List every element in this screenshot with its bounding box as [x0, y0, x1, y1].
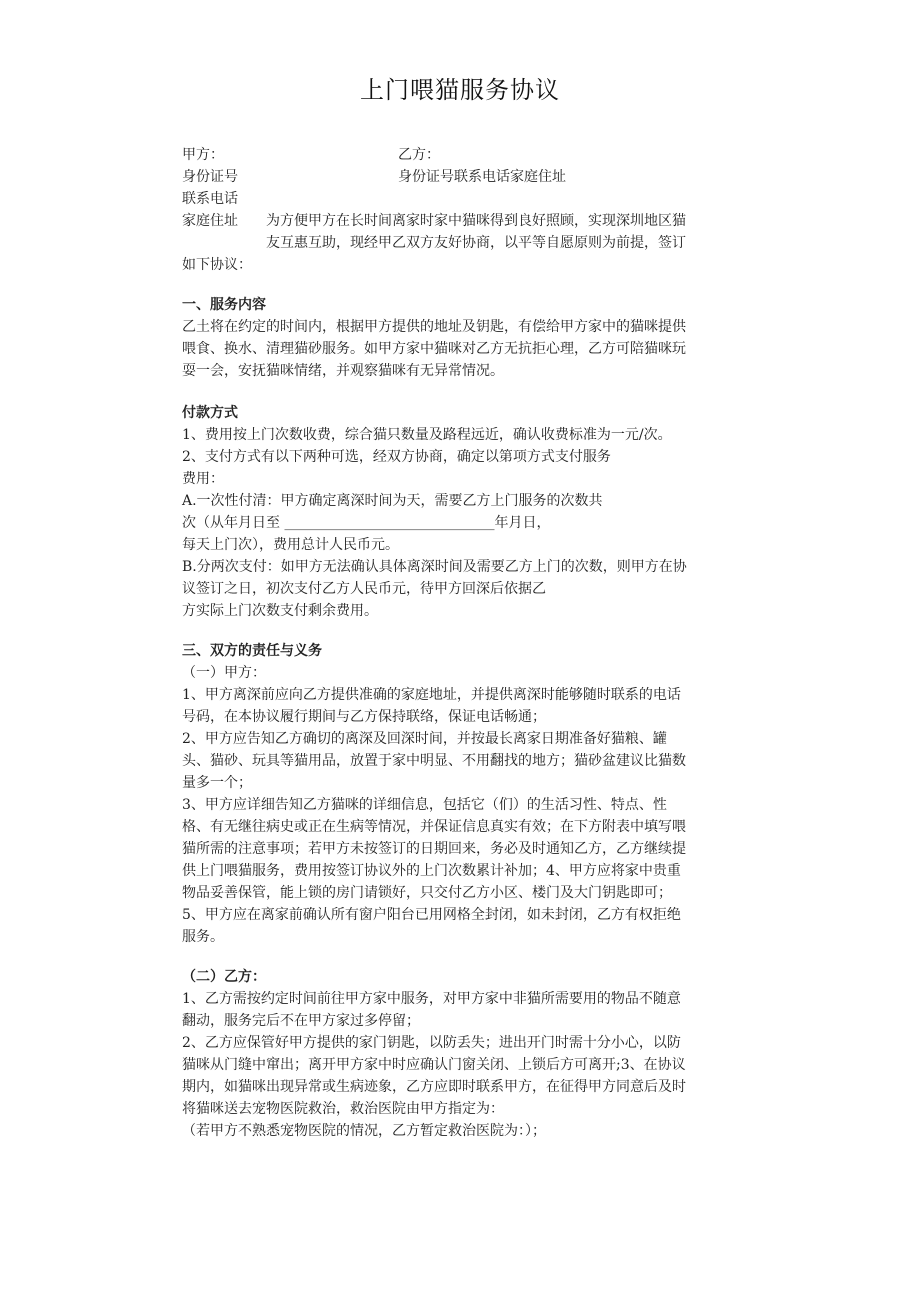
party-a-phone: 联系电话: [182, 191, 238, 207]
section-heading: 三、双方的责任与义务: [182, 643, 322, 659]
paragraph-line: 将猫咪送去宠物医院救治，救治医院由甲方指定为：: [182, 1101, 504, 1117]
paragraph-line: 2、甲方应告知乙方确切的离深及回深时间，并按最长离家日期准备好猫粮、罐: [182, 731, 667, 747]
paragraph-line: A.一次性付清：甲方确定离深时间为天，需要乙方上门服务的次数共: [182, 493, 603, 509]
paragraph-line: 议签订之日，初次支付乙方人民币元，待甲方回深后依据乙: [182, 581, 546, 597]
section-heading: 付款方式: [182, 405, 238, 421]
paragraph-line: 2、支付方式有以下两种可选，经双方协商，确定以第项方式支付服务: [182, 449, 611, 465]
paragraph-line: B.分两次支付：如甲方无法确认具体离深时间及需要乙方上门的次数，则甲方在协: [182, 559, 687, 575]
party-b-label: 乙方：: [398, 147, 440, 163]
intro-line-1: 为方便甲方在长时间离家时家中猫咪得到良好照顾，实现深圳地区猫: [266, 213, 686, 229]
paragraph-line: 每天上门次），费用总计人民币元。: [182, 537, 399, 553]
paragraph-line: 1、甲方离深前应向乙方提供准确的家庭地址，并提供离深时能够随时联系的电话: [182, 687, 681, 703]
paragraph-line: 期内，如猫咪出现异常或生病迹象，乙方应即时联系甲方，在征得甲方同意后及时: [182, 1079, 686, 1095]
paragraph-line: 次（从年月日至 ______________________________年月日，: [182, 515, 551, 531]
party-a-address: 家庭住址: [182, 213, 238, 229]
subsection-heading: （二）乙方：: [182, 969, 266, 985]
paragraph-line: 格、有无继往病史或正在生病等情况，并保证信息真实有效；在下方附表中填写喂: [182, 819, 686, 835]
paragraph-line: 1、费用按上门次数收费，综合猫只数量及路程远近，确认收费标准为一元/次。: [182, 427, 672, 443]
paragraph-line: 量多一个；: [182, 775, 252, 791]
party-a-id: 身份证号: [182, 169, 238, 185]
paragraph-line: 供上门喂猫服务，费用按签订协议外的上门次数累计补加；4、甲方应将家中贵重: [182, 863, 681, 879]
paragraph-line: 3、甲方应详细告知乙方猫咪的详细信息，包括它（们）的生活习性、特点、性: [182, 797, 667, 813]
paragraph-line: 2、乙方应保管好甲方提供的家门钥匙，以防丢失；进出开门时需十分小心，以防: [182, 1035, 681, 1051]
paragraph-line: 猫咪从门缝中窜出；离开甲方家中时应确认门窗关闭、上锁后方可离开;3、在协议: [182, 1057, 686, 1073]
paragraph-line: 头、猫砂、玩具等猫用品，放置于家中明显、不用翻找的地方；猫砂盆建议比猫数: [182, 753, 686, 769]
subsection-heading: （一）甲方：: [182, 665, 266, 681]
party-a-label: 甲方：: [182, 147, 224, 163]
paragraph-line: 翻动，服务完后不在甲方家过多停留；: [182, 1013, 420, 1029]
paragraph-line: 物品妥善保管，能上锁的房门请锁好，只交付乙方小区、楼门及大门钥匙即可；: [182, 885, 672, 901]
paragraph-line: 1、乙方需按约定时间前往甲方家中服务，对甲方家中非猫所需要用的物品不随意: [182, 991, 681, 1007]
paragraph-line: 方实际上门次数支付剩余费用。: [182, 603, 378, 619]
paragraph-line: 号码，在本协议履行期间与乙方保持联络，保证电话畅通；: [182, 709, 546, 725]
party-b-info: 身份证号联系电话家庭住址: [398, 169, 566, 185]
paragraph-line: （若甲方不熟悉宠物医院的情况，乙方暂定救治医院为：）；: [182, 1123, 546, 1139]
paragraph-line: 耍一会，安抚猫咪情绪，并观察猫咪有无异常情况。: [182, 363, 504, 379]
intro-line-3: 如下协议：: [182, 257, 252, 273]
section-heading: 一、服务内容: [182, 297, 266, 313]
page-title: 上门喂猫服务协议: [360, 76, 560, 104]
paragraph-line: 费用：: [182, 471, 224, 487]
intro-line-2: 友互惠互助，现经甲乙双方友好协商，以平等自愿原则为前提，签订: [266, 235, 686, 251]
paragraph-line: 乙土将在约定的时间内，根据甲方提供的地址及钥匙，有偿给甲方家中的猫咪提供: [182, 319, 686, 335]
paragraph-line: 喂食、换水、清理猫砂服务。如甲方家中猫咪对乙方无抗拒心理，乙方可陪猫咪玩: [182, 341, 686, 357]
paragraph-line: 5、甲方应在离家前确认所有窗户阳台已用网格全封闭，如未封闭，乙方有权拒绝: [182, 907, 681, 923]
paragraph-line: 服务。: [182, 929, 224, 945]
paragraph-line: 猫所需的注意事项；若甲方未按签订的日期回来，务必及时通知乙方，乙方继续提: [182, 841, 686, 857]
